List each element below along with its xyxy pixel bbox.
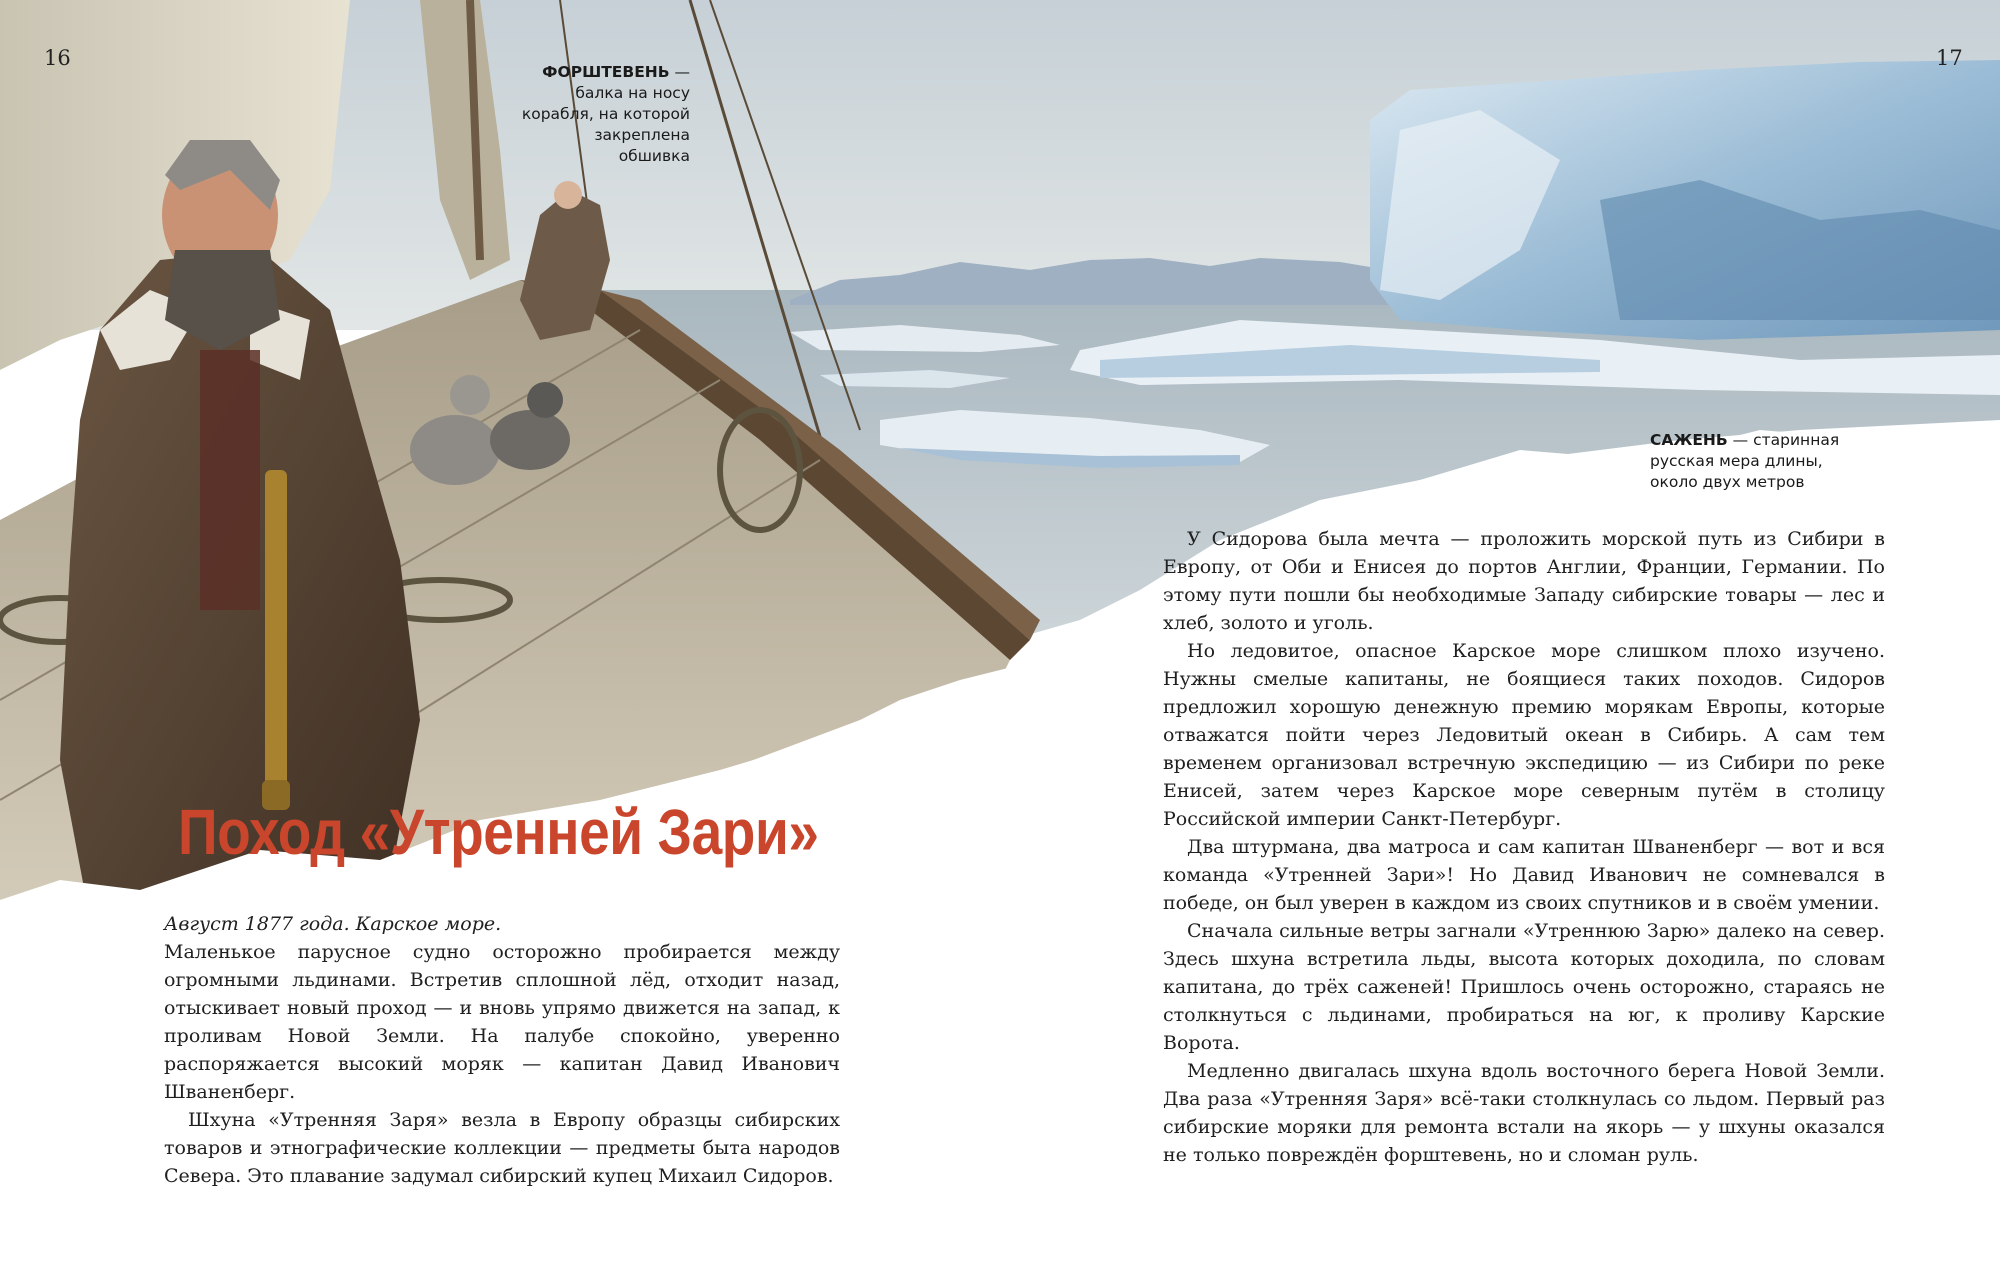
paragraph: У Сидорова была мечта — проложить морской путь из Сибири в Европу, от Оби и Енисея до портов Англии, Франции, Германии. По этому пути пошли бы необходимые Западу сибирские товары — лес и хлеб, золото и уголь. (1163, 528, 1885, 634)
paragraph: Два штурмана, два матроса и сам капитан Шваненберг — вот и вся команда «Утренней Зари»! Но Давид Иванович не сомневался в победе, он был уверен в каждом из своих спутников и в своём умении. (1163, 836, 1885, 914)
note-definition: — старинная русская мера длины, около двух метров (1650, 431, 1840, 491)
right-text-column (1163, 525, 1885, 1169)
note-term: САЖЕНЬ (1650, 431, 1728, 449)
page-number-left: 16 (44, 46, 71, 70)
paragraph: Медленно двигалась шхуна вдоль восточного берега Новой Земли. Два раза «Утренняя Заря» всё-таки столкнулась со льдом. Первый раз сибирские моряки для ремонта встали на якорь — у шхуны оказался не только повреждён форштевень, но и сломан руль. (1163, 1060, 1885, 1166)
page-number-right: 17 (1936, 46, 1963, 70)
paragraph: Шхуна «Утренняя Заря» везла в Европу образцы сибирских товаров и этнографические коллекции — предметы быта народов Севера. Это плавание задумал сибирский купец Михаил Сидоров. (164, 1109, 840, 1187)
left-text-column (164, 910, 840, 1190)
paragraph: Маленькое парусное судно осторожно пробирается между огромными льдинами. Встретив сплошной лёд, отходит назад, отыскивает новый проход — и вновь упрямо движется на запад, к проливам Новой Земли. На палубе спокойно, уверенно распоряжается высокий моряк — капитан Давид Иванович Шваненберг. (164, 941, 840, 1103)
dateline: Август 1877 года. Карское море. (164, 913, 502, 935)
note-definition: — балка на носу корабля, на которой закреплена обшивка (521, 63, 690, 165)
note-term: ФОРШТЕВЕНЬ (542, 63, 670, 81)
paragraph: Сначала сильные ветры загнали «Утреннюю Зарю» далеко на север. Здесь шхуна встретила льды, высота которых доходила, по словам капитана, до трёх саженей! Пришлось очень осторожно, стараясь не столкнуться с льдинами, пробираться на юг, к проливу Карские Ворота. (1163, 920, 1885, 1054)
note-forshteven (520, 62, 690, 167)
note-sazhen (1650, 430, 1860, 493)
page-title: Поход «Утренней Зари» (178, 796, 819, 868)
paragraph: Но ледовитое, опасное Карское море слишком плохо изучено. Нужны смелые капитаны, не боящиеся таких походов. Сидоров предложил хорошую денежную премию морякам Европы, которые отважатся пойти через Ледовитый океан в Сибирь. А сам тем временем организовал встречную экспедицию — из Сибири по реке Енисей, затем через Карское море северным путём в столицу Российской империи Санкт-Петербург. (1163, 640, 1885, 830)
